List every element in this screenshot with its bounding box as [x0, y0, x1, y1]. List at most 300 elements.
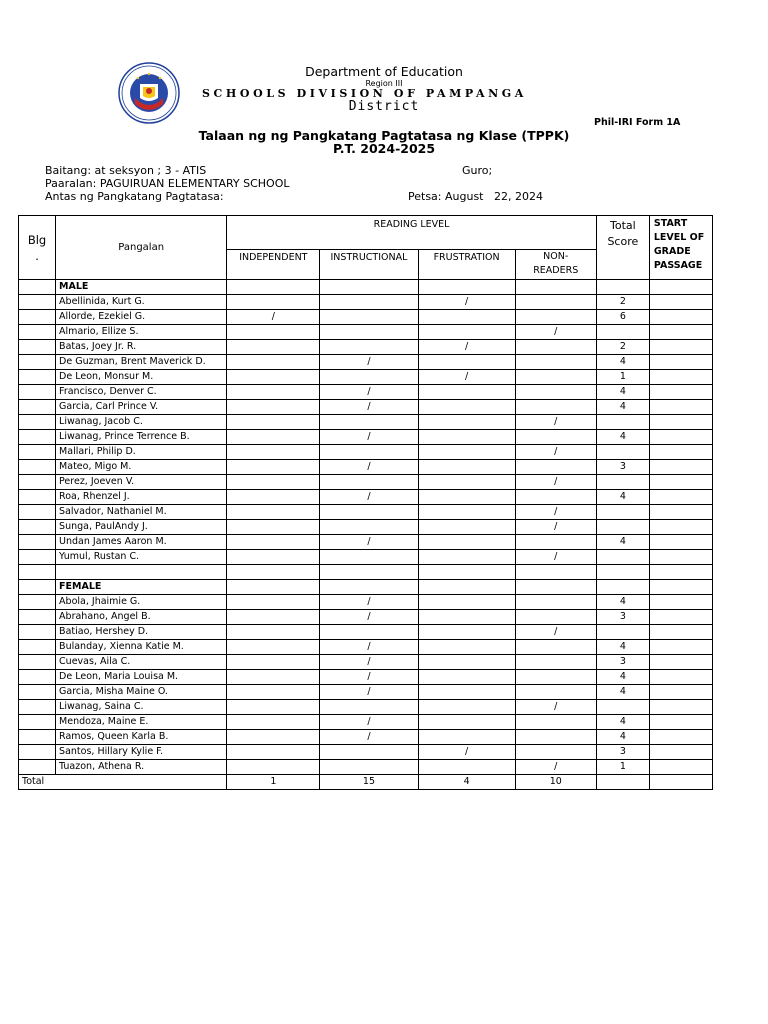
non-readers-cell: [515, 385, 596, 400]
non-readers-cell: [515, 340, 596, 355]
frustration-cell: /: [418, 745, 515, 760]
non-readers-cell: /: [515, 520, 596, 535]
number-cell: [19, 460, 56, 475]
score-cell: [596, 280, 649, 295]
score-cell: 2: [596, 340, 649, 355]
total-non-readers: 10: [515, 775, 596, 790]
table-row: [19, 640, 713, 655]
number-cell: [19, 370, 56, 385]
number-cell: [19, 625, 56, 640]
independent-cell: [227, 280, 320, 295]
number-cell: [19, 655, 56, 670]
instructional-cell: /: [320, 460, 418, 475]
instructional-cell: [320, 415, 418, 430]
student-name: Perez, Joeven V.: [56, 475, 227, 490]
female-section-label: FEMALE: [56, 580, 227, 595]
non-readers-cell: [515, 310, 596, 325]
non-readers-cell: [515, 490, 596, 505]
start-level-cell: [649, 340, 712, 355]
frustration-cell: [418, 685, 515, 700]
instructional-cell: /: [320, 535, 418, 550]
score-cell: 4: [596, 385, 649, 400]
table-row: [19, 475, 713, 490]
non-readers-cell: [515, 535, 596, 550]
score-cell: 4: [596, 715, 649, 730]
score-cell: 4: [596, 535, 649, 550]
student-name: Mateo, Migo M.: [56, 460, 227, 475]
non-readers-cell: [515, 400, 596, 415]
score-cell: 3: [596, 745, 649, 760]
student-name: De Guzman, Brent Maverick D.: [56, 355, 227, 370]
independent-cell: [227, 535, 320, 550]
student-name: De Leon, Maria Louisa M.: [56, 670, 227, 685]
number-cell: [19, 295, 56, 310]
score-cell: 3: [596, 655, 649, 670]
independent-cell: [227, 625, 320, 640]
frustration-cell: [418, 550, 515, 565]
non-readers-cell: [515, 655, 596, 670]
non-readers-cell: /: [515, 415, 596, 430]
non-readers-cell: /: [515, 700, 596, 715]
number-cell: [19, 595, 56, 610]
independent-cell: [227, 595, 320, 610]
score-cell: 4: [596, 730, 649, 745]
table-row: [19, 655, 713, 670]
student-name: Bulanday, Xienna Katie M.: [56, 640, 227, 655]
col-number-header: Blg .: [19, 216, 56, 280]
table-row: [19, 340, 713, 355]
frustration-cell: [418, 280, 515, 295]
student-name: Garcia, Carl Prince V.: [56, 400, 227, 415]
independent-header: INDEPENDENT: [227, 250, 320, 280]
independent-cell: [227, 475, 320, 490]
independent-cell: [227, 415, 320, 430]
number-cell: [19, 475, 56, 490]
student-name: Batas, Joey Jr. R.: [56, 340, 227, 355]
student-name: Batiao, Hershey D.: [56, 625, 227, 640]
student-name: Abola, Jhaimie G.: [56, 595, 227, 610]
instructional-cell: [320, 325, 418, 340]
frustration-cell: [418, 505, 515, 520]
score-cell: 1: [596, 370, 649, 385]
reading-level-header: READING LEVEL: [227, 216, 597, 250]
instructional-cell: /: [320, 685, 418, 700]
non-readers-cell: [515, 460, 596, 475]
start-level-cell: [649, 325, 712, 340]
start-level-cell: [649, 310, 712, 325]
non-readers-cell: [515, 355, 596, 370]
independent-cell: [227, 610, 320, 625]
frustration-cell: [418, 430, 515, 445]
non-readers-cell: [515, 715, 596, 730]
start-level-cell: [649, 760, 712, 775]
start-level-cell: [649, 370, 712, 385]
table-row: [19, 670, 713, 685]
frustration-cell: [418, 655, 515, 670]
student-name: De Leon, Monsur M.: [56, 370, 227, 385]
frustration-cell: [418, 730, 515, 745]
grade-section: Baitang: at seksyon ; 3 - ATIS: [45, 164, 207, 177]
score-cell: 4: [596, 430, 649, 445]
score-cell: 3: [596, 460, 649, 475]
frustration-cell: [418, 760, 515, 775]
independent-cell: [227, 430, 320, 445]
table-row: [19, 370, 713, 385]
number-cell: [19, 415, 56, 430]
student-name: Yumul, Rustan C.: [56, 550, 227, 565]
frustration-cell: [418, 400, 515, 415]
non-readers-cell: /: [515, 445, 596, 460]
score-cell: 4: [596, 355, 649, 370]
student-name: Mallari, Philip D.: [56, 445, 227, 460]
independent-cell: [227, 460, 320, 475]
frustration-cell: [418, 565, 515, 580]
student-name: Mendoza, Maine E.: [56, 715, 227, 730]
independent-cell: [227, 760, 320, 775]
instructional-cell: /: [320, 430, 418, 445]
student-name: Francisco, Denver C.: [56, 385, 227, 400]
independent-cell: [227, 340, 320, 355]
instructional-cell: [320, 580, 418, 595]
score-cell: [596, 505, 649, 520]
score-cell: [596, 325, 649, 340]
score-cell: 4: [596, 490, 649, 505]
number-cell: [19, 445, 56, 460]
independent-cell: [227, 700, 320, 715]
non-readers-cell: [515, 745, 596, 760]
independent-cell: [227, 295, 320, 310]
number-cell: [19, 520, 56, 535]
number-cell: [19, 355, 56, 370]
form-id: Phil-IRI Form 1A: [594, 117, 681, 128]
start-level-cell: [649, 460, 712, 475]
frustration-cell: [418, 625, 515, 640]
start-level-cell: [649, 490, 712, 505]
frustration-cell: [418, 520, 515, 535]
instructional-cell: [320, 520, 418, 535]
independent-cell: [227, 640, 320, 655]
student-name: Tuazon, Athena R.: [56, 760, 227, 775]
start-level-cell: [649, 625, 712, 640]
instructional-cell: /: [320, 655, 418, 670]
student-name: Sunga, PaulAndy J.: [56, 520, 227, 535]
frustration-cell: [418, 580, 515, 595]
female-section-row: [19, 580, 713, 595]
score-cell: 2: [596, 295, 649, 310]
instructional-cell: [320, 760, 418, 775]
instructional-cell: /: [320, 730, 418, 745]
frustration-cell: [418, 535, 515, 550]
instructional-cell: [320, 310, 418, 325]
non-readers-cell: [515, 280, 596, 295]
independent-cell: [227, 400, 320, 415]
instructional-cell: [320, 505, 418, 520]
independent-cell: /: [227, 310, 320, 325]
independent-cell: [227, 655, 320, 670]
student-name: Roa, Rhenzel J.: [56, 490, 227, 505]
non-readers-cell: [515, 430, 596, 445]
student-name: Liwanag, Jacob C.: [56, 415, 227, 430]
frustration-cell: [418, 310, 515, 325]
table-row: [19, 445, 713, 460]
number-cell: [19, 610, 56, 625]
table-row: [19, 430, 713, 445]
non-readers-cell: [515, 670, 596, 685]
number-cell: [19, 670, 56, 685]
assessment-level: Antas ng Pangkatang Pagtatasa:: [45, 190, 224, 203]
start-level-header: START LEVEL OF GRADE PASSAGE: [649, 216, 712, 280]
table-row: [19, 730, 713, 745]
start-level-cell: [649, 505, 712, 520]
instructional-cell: [320, 565, 418, 580]
independent-cell: [227, 325, 320, 340]
independent-cell: [227, 580, 320, 595]
score-cell: 4: [596, 670, 649, 685]
frustration-cell: [418, 355, 515, 370]
division-name: SCHOOLS DIVISION OF PAMPANGA: [202, 87, 527, 100]
number-cell: [19, 535, 56, 550]
score-cell: [596, 445, 649, 460]
start-level-cell: [649, 475, 712, 490]
student-name: Allorde, Ezekiel G.: [56, 310, 227, 325]
student-name: Almario, Ellize S.: [56, 325, 227, 340]
student-name: Undan James Aaron M.: [56, 535, 227, 550]
score-cell: 4: [596, 640, 649, 655]
school-year: P.T. 2024-2025: [332, 141, 436, 156]
table-row: [19, 610, 713, 625]
start-level-cell: [649, 280, 712, 295]
number-cell: [19, 760, 56, 775]
non-readers-cell: /: [515, 625, 596, 640]
independent-cell: [227, 670, 320, 685]
table-row: [19, 745, 713, 760]
frustration-cell: /: [418, 340, 515, 355]
frustration-cell: [418, 640, 515, 655]
score-cell: [596, 550, 649, 565]
score-cell: 1: [596, 760, 649, 775]
instructional-cell: /: [320, 490, 418, 505]
number-cell: [19, 640, 56, 655]
male-section-row: [19, 280, 713, 295]
score-cell: 3: [596, 610, 649, 625]
assessment-date: Petsa: August 22, 2024: [408, 190, 543, 203]
total-score-header: Total Score: [596, 216, 649, 280]
non-readers-cell: [515, 595, 596, 610]
score-cell: 4: [596, 685, 649, 700]
table-row: [19, 625, 713, 640]
table-row: [19, 355, 713, 370]
instructional-cell: /: [320, 670, 418, 685]
instructional-cell: [320, 475, 418, 490]
start-level-cell: [649, 715, 712, 730]
district-label: District: [348, 99, 420, 114]
number-cell: [19, 385, 56, 400]
number-cell: [19, 580, 56, 595]
independent-cell: [227, 355, 320, 370]
table-row: [19, 490, 713, 505]
frustration-cell: [418, 460, 515, 475]
independent-cell: [227, 445, 320, 460]
number-cell: [19, 745, 56, 760]
instructional-cell: [320, 700, 418, 715]
score-cell: [596, 475, 649, 490]
start-level-cell: [649, 670, 712, 685]
number-cell: [19, 400, 56, 415]
student-name: Abellinida, Kurt G.: [56, 295, 227, 310]
instructional-cell: [320, 625, 418, 640]
spacer-row: [19, 565, 713, 580]
table-row: [19, 385, 713, 400]
instructional-cell: [320, 550, 418, 565]
frustration-cell: [418, 475, 515, 490]
non-readers-cell: [515, 730, 596, 745]
instructional-cell: /: [320, 355, 418, 370]
score-cell: [596, 565, 649, 580]
start-level-cell: [649, 565, 712, 580]
total-score: [596, 775, 649, 790]
total-instructional: 15: [320, 775, 418, 790]
score-cell: 4: [596, 400, 649, 415]
table-row: [19, 700, 713, 715]
frustration-cell: [418, 415, 515, 430]
start-level-cell: [649, 580, 712, 595]
instructional-cell: [320, 340, 418, 355]
total-frustration: 4: [418, 775, 515, 790]
non-readers-cell: [515, 685, 596, 700]
table-row: [19, 415, 713, 430]
non-readers-cell: [515, 295, 596, 310]
student-rows: [19, 280, 713, 790]
number-cell: [19, 715, 56, 730]
number-cell: [19, 280, 56, 295]
instructional-cell: [320, 280, 418, 295]
student-name: Santos, Hillary Kylie F.: [56, 745, 227, 760]
table-row: [19, 325, 713, 340]
school-name: Paaralan: PAGUIRUAN ELEMENTARY SCHOOL: [45, 177, 290, 190]
independent-cell: [227, 715, 320, 730]
start-level-cell: [649, 730, 712, 745]
instructional-cell: [320, 370, 418, 385]
start-level-cell: [649, 295, 712, 310]
start-level-cell: [649, 430, 712, 445]
instructional-cell: [320, 745, 418, 760]
frustration-cell: [418, 610, 515, 625]
start-level-cell: [649, 685, 712, 700]
start-level-cell: [649, 415, 712, 430]
instructional-cell: [320, 445, 418, 460]
teacher-label: Guro;: [462, 164, 493, 177]
number-cell: [19, 730, 56, 745]
score-cell: [596, 520, 649, 535]
independent-cell: [227, 565, 320, 580]
independent-cell: [227, 550, 320, 565]
start-level-cell: [649, 595, 712, 610]
table-row: [19, 535, 713, 550]
instructional-cell: [320, 295, 418, 310]
start-level-cell: [649, 640, 712, 655]
independent-cell: [227, 505, 320, 520]
non-readers-cell: [515, 565, 596, 580]
number-cell: [19, 505, 56, 520]
non-readers-cell: /: [515, 505, 596, 520]
frustration-cell: /: [418, 295, 515, 310]
frustration-cell: [418, 385, 515, 400]
non-readers-cell: [515, 580, 596, 595]
number-cell: [19, 685, 56, 700]
number-cell: [19, 490, 56, 505]
number-cell: [19, 325, 56, 340]
instructional-header: INSTRUCTIONAL: [320, 250, 418, 280]
start-level-cell: [649, 385, 712, 400]
instructional-cell: /: [320, 640, 418, 655]
table-row: [19, 310, 713, 325]
instructional-cell: /: [320, 385, 418, 400]
number-cell: [19, 310, 56, 325]
independent-cell: [227, 370, 320, 385]
independent-cell: [227, 685, 320, 700]
number-cell: [19, 430, 56, 445]
frustration-cell: [418, 670, 515, 685]
number-cell: [19, 550, 56, 565]
student-name: Abrahano, Angel B.: [56, 610, 227, 625]
independent-cell: [227, 385, 320, 400]
number-cell: [19, 565, 56, 580]
non-readers-cell: /: [515, 475, 596, 490]
independent-cell: [227, 730, 320, 745]
start-level-cell: [649, 700, 712, 715]
male-section-label: MALE: [56, 280, 227, 295]
col-name-header: Pangalan: [56, 216, 227, 280]
instructional-cell: /: [320, 715, 418, 730]
table-row: [19, 505, 713, 520]
non-readers-cell: [515, 640, 596, 655]
student-name: Liwanag, Prince Terrence B.: [56, 430, 227, 445]
student-name: Liwanag, Saina C.: [56, 700, 227, 715]
frustration-header: FRUSTRATION: [418, 250, 515, 280]
frustration-cell: [418, 325, 515, 340]
start-level-cell: [649, 355, 712, 370]
total-row: [19, 775, 713, 790]
score-cell: [596, 625, 649, 640]
start-level-cell: [649, 535, 712, 550]
table-row: [19, 295, 713, 310]
score-cell: [596, 415, 649, 430]
table-row: [19, 760, 713, 775]
frustration-cell: [418, 700, 515, 715]
student-name: Garcia, Misha Maine O.: [56, 685, 227, 700]
score-cell: [596, 580, 649, 595]
score-cell: 4: [596, 595, 649, 610]
instructional-cell: /: [320, 400, 418, 415]
start-level-cell: [649, 445, 712, 460]
table-row: [19, 550, 713, 565]
score-cell: [596, 700, 649, 715]
score-cell: 6: [596, 310, 649, 325]
table-row: [19, 460, 713, 475]
start-level-cell: [649, 400, 712, 415]
student-name: Cuevas, Aila C.: [56, 655, 227, 670]
start-level-cell: [649, 520, 712, 535]
student-name: [56, 565, 227, 580]
table-row: [19, 715, 713, 730]
start-level-cell: [649, 550, 712, 565]
total-start-level: [649, 775, 712, 790]
instructional-cell: /: [320, 595, 418, 610]
independent-cell: [227, 745, 320, 760]
department-name: Department of Education: [305, 64, 463, 79]
frustration-cell: [418, 595, 515, 610]
start-level-cell: [649, 610, 712, 625]
